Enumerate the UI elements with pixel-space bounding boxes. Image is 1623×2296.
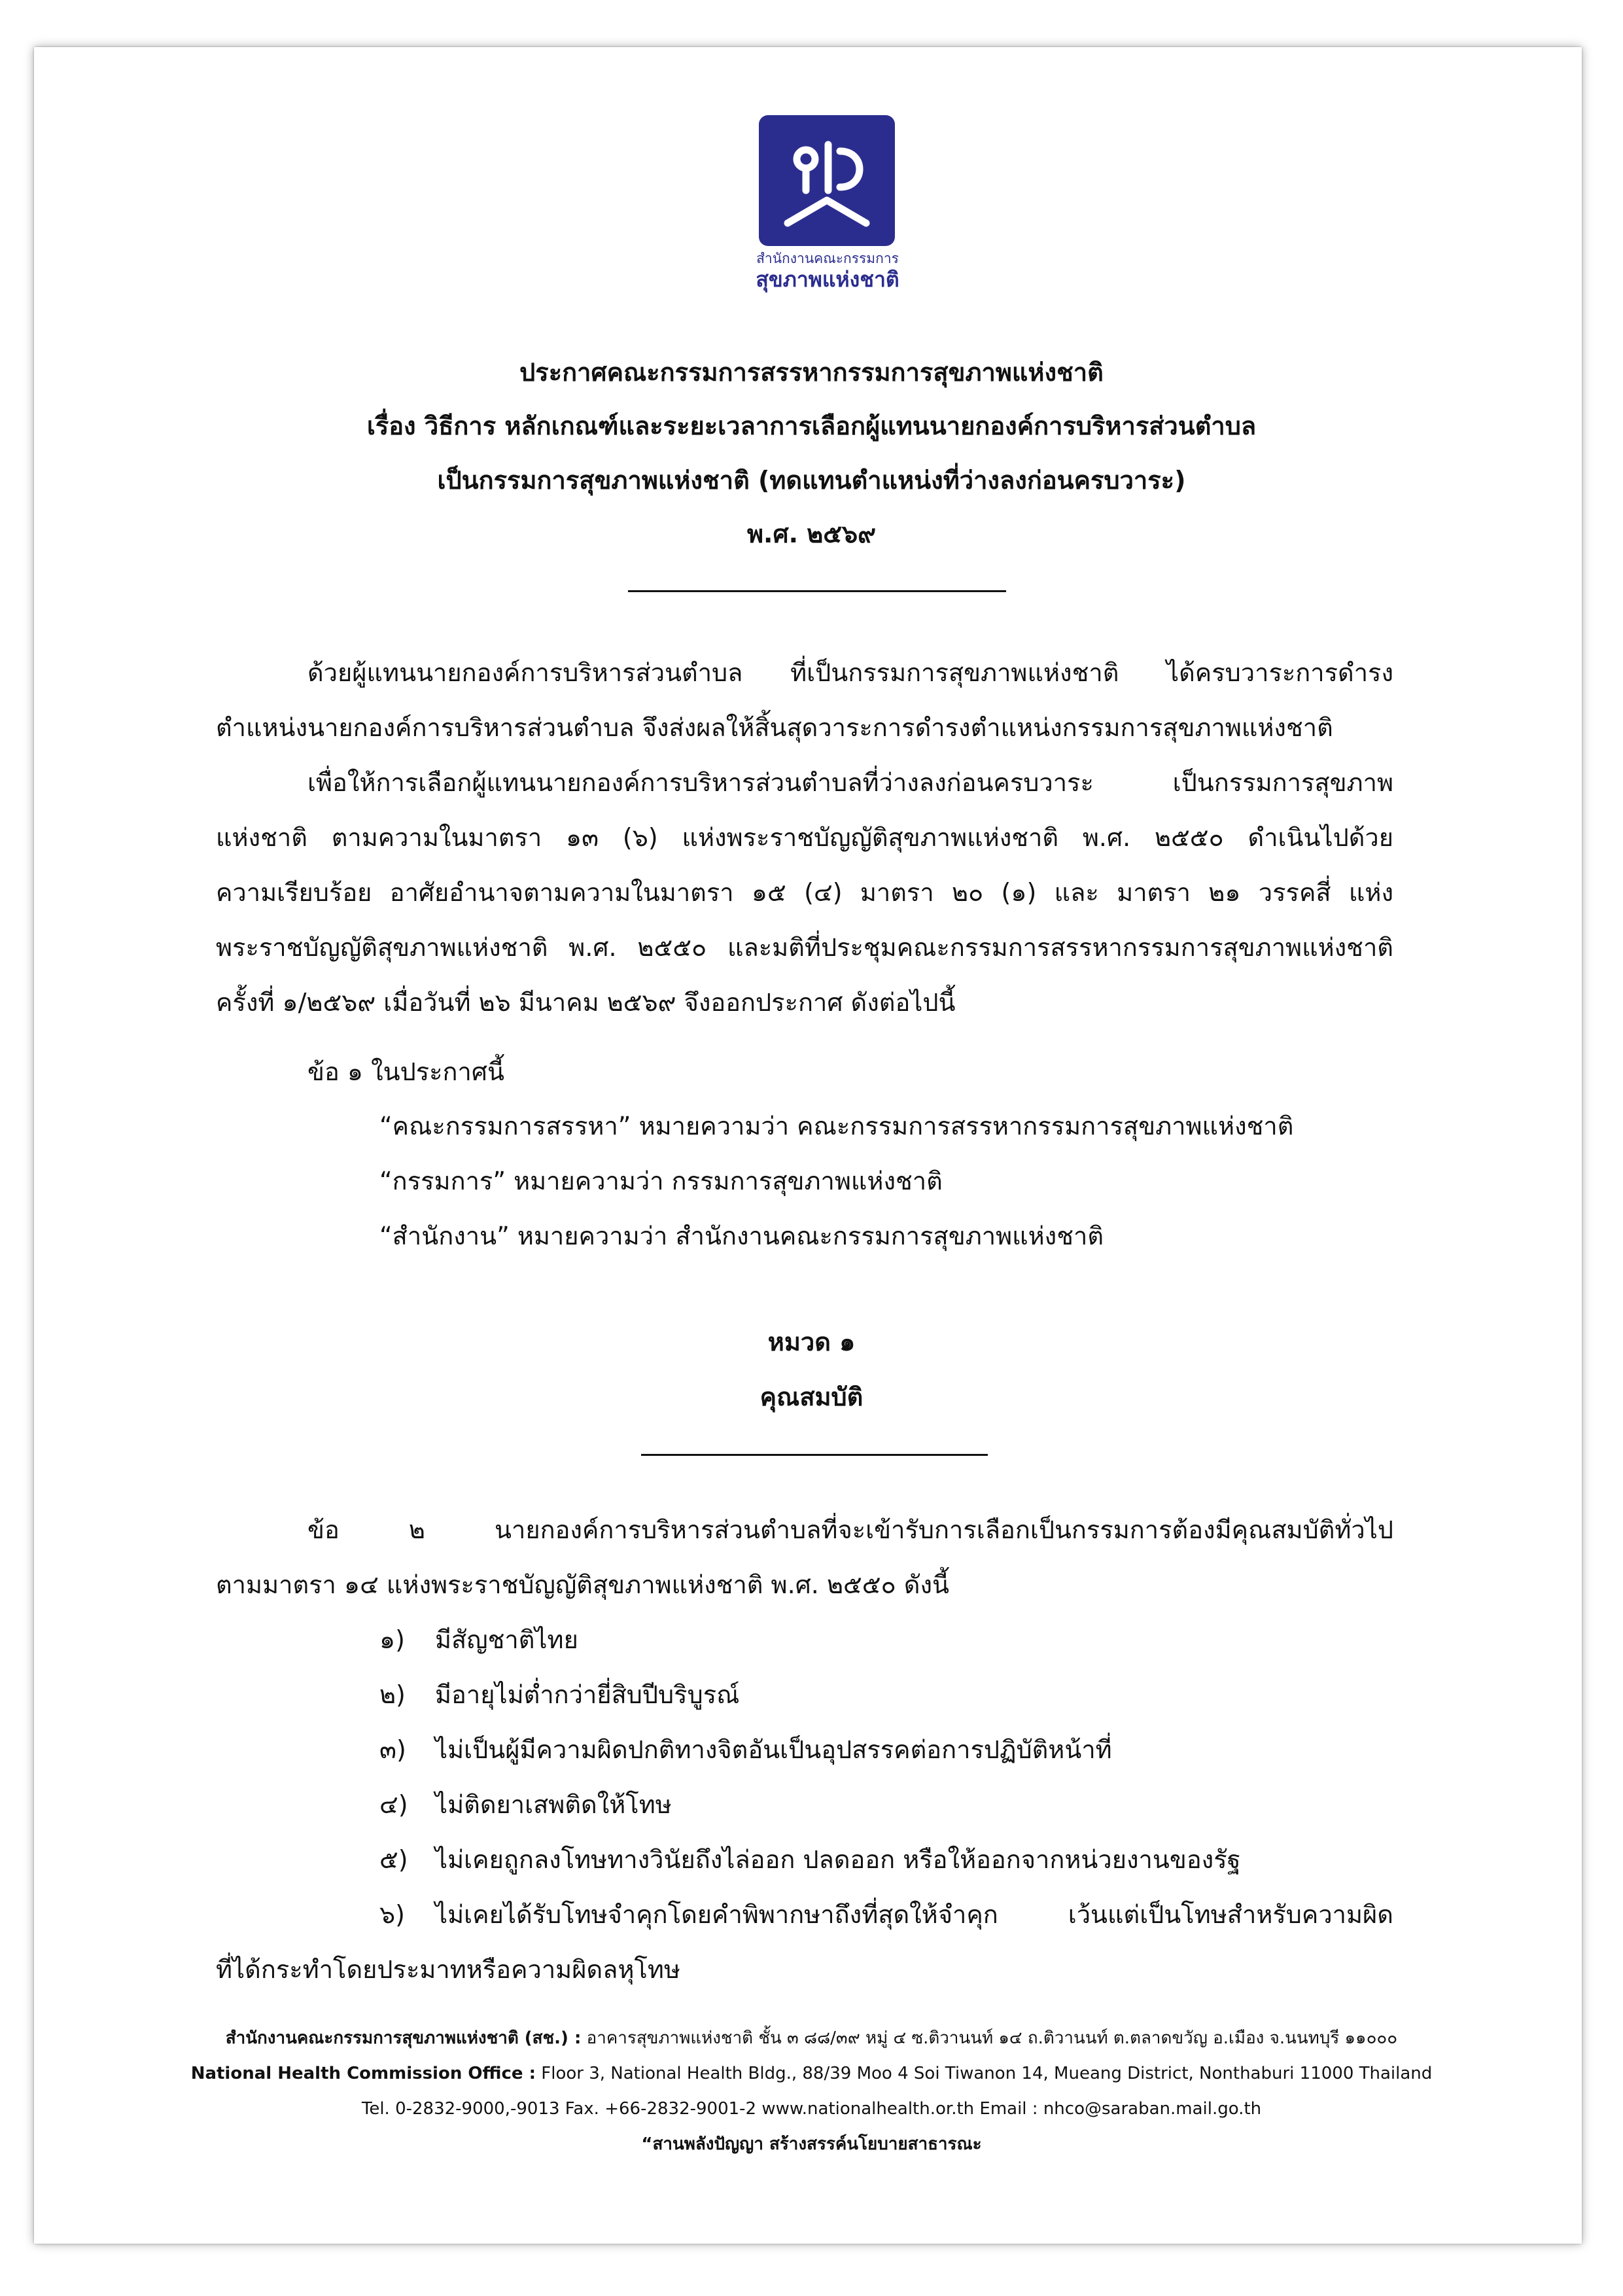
clause2-line1: ข้อ ๒ นายกองค์การบริหารส่วนตำบลที่จะเข้ารับการเลือกเป็นกรรมการต้องมีคุณสมบัติทั่วไป <box>307 1515 1393 1544</box>
title-line-3: เป็นกรรมการสุขภาพแห่งชาติ (ทดแทนตำแหน่งที่ว่างลงก่อนครบวาระ) <box>437 466 1186 495</box>
qualification-num-1: ๑) <box>379 1625 405 1654</box>
title-line-1: ประกาศคณะกรรมการสรรหากรรมการสุขภาพแห่งชาติ <box>519 358 1104 387</box>
preamble-p2-line4: พระราชบัญญัติสุขภาพแห่งชาติ พ.ศ. ๒๕๕๐ และมติที่ประชุมคณะกรรมการสรรหากรรมการสุขภาพแห่งชาติ <box>216 933 1393 962</box>
qualification-text-4: ไม่ติดยาเสพติดให้โทษ <box>435 1790 672 1819</box>
logo-caption-line2: สุขภาพแห่งชาติ <box>756 267 899 292</box>
clause2-line2: ตามมาตรา ๑๔ แห่งพระราชบัญญัติสุขภาพแห่งชาติ พ.ศ. ๒๕๕๐ ดังนี้ <box>216 1570 950 1599</box>
footer-thai-org: สำนักงานคณะกรรมการสุขภาพแห่งชาติ (สช.) : <box>225 2028 582 2048</box>
qualification-text-3: ไม่เป็นผู้มีความผิดปกติทางจิตอันเป็นอุปสรรคต่อการปฏิบัติหน้าที่ <box>435 1735 1112 1764</box>
preamble-p2-line3: ความเรียบร้อย อาศัยอำนาจตามความในมาตรา ๑๕ (๔) มาตรา ๒๐ (๑) และ มาตรา ๒๑ วรรคสี่ แห่ง <box>216 878 1393 907</box>
footer-slogan: “สานพลังปัญญา สร้างสรรค์นโยบายสาธารณะ <box>641 2134 982 2154</box>
footer-thai-address <box>0 2027 1623 2049</box>
definition-committee: “คณะกรรมการสรรหา” หมายความว่า คณะกรรมการสรรหากรรมการสุขภาพแห่งชาติ <box>379 1112 1294 1140</box>
nhco-logo <box>759 115 895 246</box>
title-line-4: พ.ศ. ๒๕๖๙ <box>746 520 877 548</box>
chapter-divider <box>641 1454 988 1456</box>
qualification-text-6: ไม่เคยได้รับโทษจำคุกโดยคำพิพากษาถึงที่สุดให้จำคุก เว้นแต่เป็นโทษสำหรับความผิด <box>435 1900 1393 1929</box>
footer-english-address-text: Floor 3, National Health Bldg., 88/39 Moo 4 Soi Tiwanon 14, Mueang District, Nonthaburi 11000 Thailand <box>541 2064 1433 2083</box>
qualification-text-5: ไม่เคยถูกลงโทษทางวินัยถึงไล่ออก ปลดออก หรือให้ออกจากหน่วยงานของรัฐ <box>435 1845 1241 1874</box>
clause1-heading: ข้อ ๑ ในประกาศนี้ <box>307 1057 504 1086</box>
qualification-num-6: ๖) <box>379 1900 405 1929</box>
preamble-p2-line1: เพื่อให้การเลือกผู้แทนนายกองค์การบริหารส่วนตำบลที่ว่างลงก่อนครบวาระ เป็นกรรมการสุขภาพ <box>307 768 1393 797</box>
footer-contact: Tel. 0-2832-9000,-9013 Fax. +66-2832-9001-2 www.nationalhealth.or.th Email : nhco@saraban.mail.go.th <box>361 2099 1262 2119</box>
logo-caption-line1: สำนักงานคณะกรรมการ <box>756 251 899 266</box>
chapter-label: หมวด ๑ <box>767 1328 856 1356</box>
footer-english-org: National Health Commission Office : <box>190 2064 536 2083</box>
preamble-p2-line2: แห่งชาติ ตามความในมาตรา ๑๓ (๖) แห่งพระราชบัญญัติสุขภาพแห่งชาติ พ.ศ. ๒๕๕๐ ดำเนินไปด้วย <box>216 823 1393 852</box>
qualification-num-3: ๓) <box>379 1735 406 1764</box>
preamble-p1-line1: ด้วยผู้แทนนายกองค์การบริหารส่วนตำบล ที่เป็นกรรมการสุขภาพแห่งชาติ ได้ครบวาระการดำรง <box>307 658 1393 687</box>
qualification-num-5: ๕) <box>379 1845 408 1874</box>
qualification-text-2: มีอายุไม่ต่ำกว่ายี่สิบปีบริบูรณ์ <box>435 1680 740 1709</box>
definition-office: “สำนักงาน” หมายความว่า สำนักงานคณะกรรมการสุขภาพแห่งชาติ <box>379 1222 1104 1250</box>
logo-caption <box>733 250 922 292</box>
nhco-emblem-icon <box>768 125 886 236</box>
title-divider <box>628 590 1006 592</box>
preamble-p1-line2: ตำแหน่งนายกองค์การบริหารส่วนตำบล จึงส่งผลให้สิ้นสุดวาระการดำรงตำแหน่งกรรมการสุขภาพแห่งชาติ <box>216 713 1333 742</box>
chapter-name: คุณสมบัติ <box>759 1383 864 1411</box>
qualification-text-1: มีสัญชาติไทย <box>435 1625 578 1654</box>
title-line-2: เรื่อง วิธีการ หลักเกณฑ์และระยะเวลาการเลือกผู้แทนนายกองค์การบริหารส่วนตำบล <box>366 412 1257 440</box>
qualification-num-4: ๔) <box>379 1790 408 1819</box>
qualification-text-6-cont: ที่ได้กระทำโดยประมาทหรือความผิดลหุโทษ <box>216 1955 680 1984</box>
footer-english-address <box>0 2062 1623 2085</box>
qualification-num-2: ๒) <box>379 1680 406 1709</box>
preamble-p2-line5: ครั้งที่ ๑/๒๕๖๙ เมื่อวันที่ ๒๖ มีนาคม ๒๕๖๙ จึงออกประกาศ ดังต่อไปนี้ <box>216 988 956 1017</box>
footer-thai-address-text: อาคารสุขภาพแห่งชาติ ชั้น ๓ ๘๘/๓๙ หมู่ ๔ ซ.ติวานนท์ ๑๔ ถ.ติวานนท์ ต.ตลาดขวัญ อ.เมือง จ.นนทบุรี ๑๑๐๐๐ <box>586 2028 1398 2048</box>
definition-member: “กรรมการ” หมายความว่า กรรมการสุขภาพแห่งชาติ <box>379 1167 943 1195</box>
